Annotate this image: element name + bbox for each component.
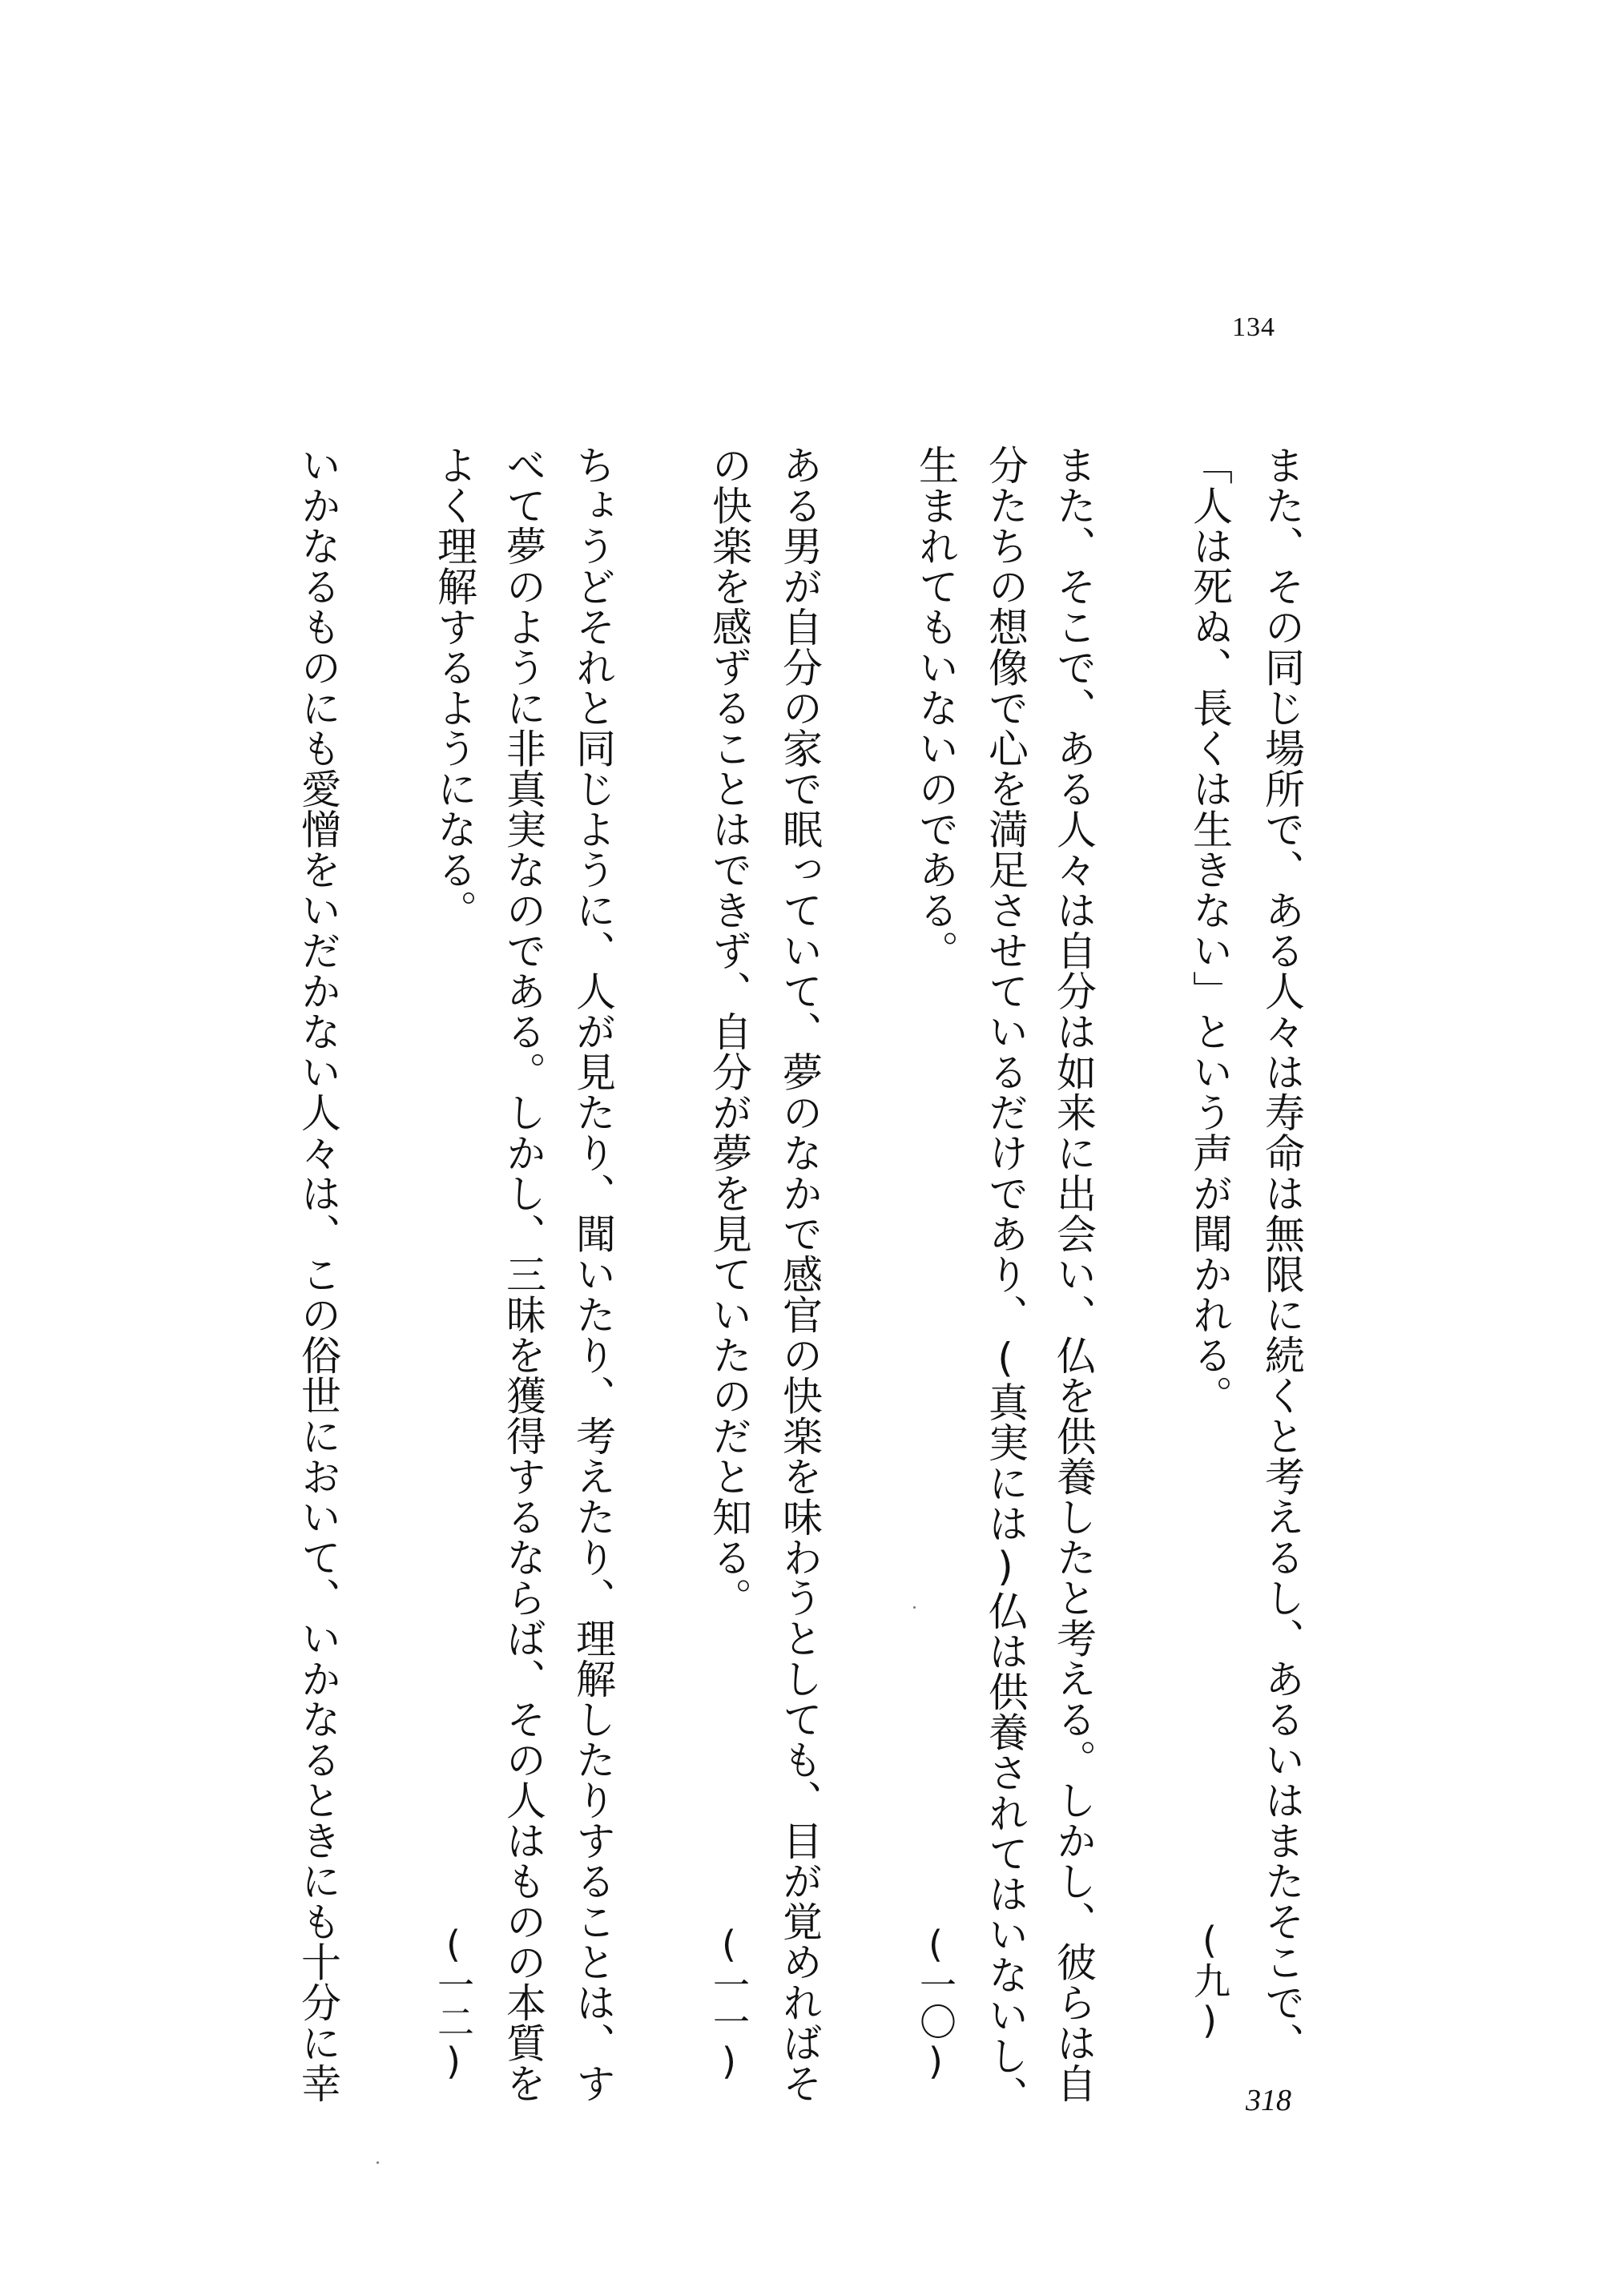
- text-column-5: 生まれてもいないのである。: [912, 445, 959, 971]
- page-number-top: 134: [1232, 312, 1275, 342]
- text-column-10: よく理解するようになる。: [431, 445, 477, 930]
- text-column-11: いかなるものにも愛憎をいだかない人々は、この俗世において、いかなるときにも十分に幸: [295, 445, 341, 2104]
- text-column-1: また、その同じ場所で、ある人々は寿命は無限に続くと考えるし、あるいはまたそこで、: [1259, 445, 1305, 2063]
- text-column-8: ちょうどそれと同じように、人が見たり、聞いたり、考えたり、理解したりすることは、す: [570, 445, 616, 2104]
- verse-number-11: (一一): [707, 1923, 751, 2083]
- text-column-7: の快楽を感ずることはできず、自分が夢を見ていたのだと知る。: [706, 445, 752, 1618]
- scan-speck: [377, 2161, 379, 2164]
- text-column-2: 「人は死ぬ、長くは生きない」という声が聞かれる。: [1186, 445, 1233, 1416]
- verse-number-9: (九): [1188, 1919, 1231, 2042]
- text-column-4: 分たちの想像で心を満足させているだけであり、(真実には)仏は供養されてはいないし、: [982, 445, 1029, 2117]
- text-column-6: ある男が自分の家で眠っていて、夢のなかで感官の快楽を味わうとしても、目が覚めればそ: [776, 445, 823, 2104]
- scan-speck: [913, 1606, 916, 1609]
- text-column-3: また、そこで、ある人々は自分は如来に出会い、仏を供養したと考える。しかし、彼らは自: [1050, 445, 1097, 2104]
- page-number-bottom: 318: [1246, 2084, 1291, 2117]
- verse-number-10: (一〇): [914, 1923, 957, 2083]
- text-column-9: べて夢のように非真実なのである。しかし、三昧を獲得するならば、その人はものの本質を: [500, 445, 546, 2104]
- verse-number-12: (一二): [432, 1923, 475, 2083]
